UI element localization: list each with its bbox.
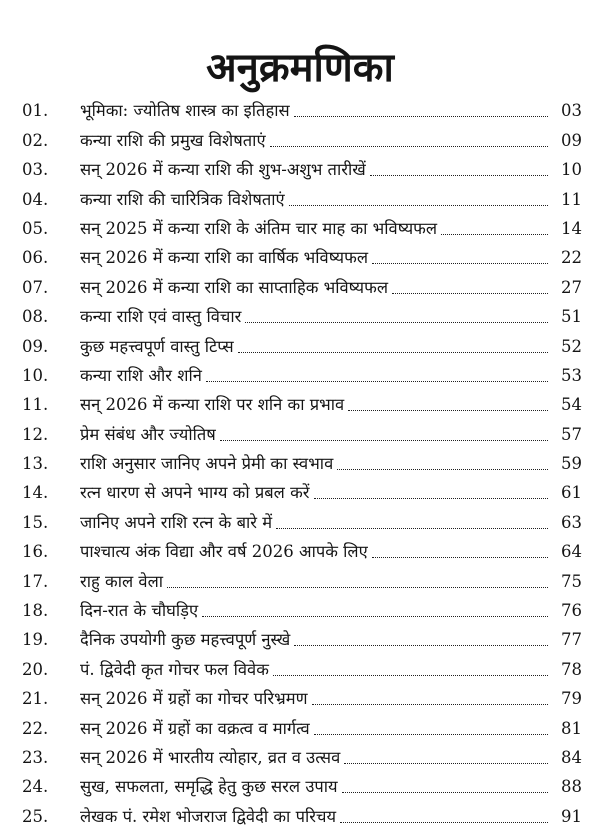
- toc-entry-page: 76: [561, 601, 582, 621]
- toc-entry-title: सन् 2026 में कन्या राशि का वार्षिक भविष्यफल: [80, 248, 369, 268]
- toc-entry: [22, 92, 582, 121]
- toc-entry: [22, 680, 582, 709]
- toc-entry: [22, 621, 582, 650]
- toc-entry-number: 24.: [22, 777, 49, 797]
- dot-leader: [294, 645, 548, 646]
- toc-entry-title: भूमिका: ज्योतिष शास्त्र का इतिहास: [80, 101, 290, 121]
- toc-entry-number: 03.: [22, 160, 49, 180]
- dot-leader: [289, 205, 548, 206]
- toc-entry-number: 13.: [22, 454, 49, 474]
- toc-entry: [22, 151, 582, 180]
- toc-entry-page: 77: [561, 630, 582, 650]
- toc-entry-title: कन्या राशि और शनि: [80, 365, 202, 385]
- dot-leader: [337, 469, 548, 470]
- toc-entry-number: 09.: [22, 336, 49, 356]
- toc-entry-number: 07.: [22, 277, 49, 297]
- toc-entry-title: सन् 2026 में कन्या राशि की शुभ-अशुभ तारीखें: [80, 160, 366, 180]
- dot-leader: [314, 734, 548, 735]
- toc-entry: [22, 327, 582, 356]
- toc-entry-number: 15.: [22, 512, 49, 532]
- toc-entry-number: 11.: [22, 395, 49, 415]
- toc-entry-title: राशि अनुसार जानिए अपने प्रेमी का स्वभाव: [80, 454, 334, 474]
- toc-entry: [22, 268, 582, 297]
- toc-entry-title: दैनिक उपयोगी कुछ महत्त्वपूर्ण नुस्खे: [80, 630, 291, 650]
- dot-leader: [312, 704, 548, 705]
- dot-leader: [372, 557, 548, 558]
- toc-entry-page: 64: [561, 542, 582, 562]
- toc-entry-page: 63: [561, 512, 582, 532]
- toc-entry: [22, 415, 582, 444]
- toc-entry-title: रत्न धारण से अपने भाग्य को प्रबल करें: [80, 483, 310, 503]
- dot-leader: [238, 352, 548, 353]
- toc-entry-page: 27: [561, 277, 582, 297]
- toc-entry-number: 01.: [22, 101, 49, 121]
- toc-entry: [22, 210, 582, 239]
- toc-entry: [22, 386, 582, 415]
- toc-entry-page: 88: [561, 777, 582, 797]
- dot-leader: [202, 616, 548, 617]
- toc-entry-page: 10: [561, 160, 582, 180]
- dot-leader: [273, 675, 548, 676]
- toc-entry-number: 22.: [22, 718, 49, 738]
- toc-entry: [22, 121, 582, 150]
- toc-entry: [22, 503, 582, 532]
- toc-entry-title: जानिए अपने राशि रत्न के बारे में: [80, 512, 273, 532]
- page-title: अनुक्रमणिका: [206, 44, 394, 91]
- toc-entry: [22, 445, 582, 474]
- toc-entry-page: 03: [561, 101, 582, 121]
- toc-entry: [22, 357, 582, 386]
- dot-leader: [370, 175, 548, 176]
- dot-leader: [340, 822, 548, 823]
- toc-entry: [22, 709, 582, 738]
- toc-entry: [22, 533, 582, 562]
- toc-entry-number: 19.: [22, 630, 49, 650]
- toc-entry-title: सन् 2026 में भारतीय त्योहार, व्रत व उत्सव: [80, 747, 341, 767]
- toc-entry: [22, 298, 582, 327]
- toc-entry-title: सुख, सफलता, समृद्धि हेतु कुछ सरल उपाय: [80, 777, 338, 797]
- toc-entry-number: 02.: [22, 130, 49, 150]
- dot-leader: [392, 293, 548, 294]
- toc-entry-page: 61: [561, 483, 582, 503]
- toc-entry-title: सन् 2026 में ग्रहों का वक्रत्व व मार्गत्व: [80, 718, 310, 738]
- dot-leader: [348, 410, 548, 411]
- toc-entry-number: 10.: [22, 365, 49, 385]
- toc-entry: [22, 474, 582, 503]
- toc-entry-page: 81: [561, 718, 582, 738]
- toc-list: [22, 92, 582, 827]
- dot-leader: [342, 792, 548, 793]
- toc-entry-number: 25.: [22, 806, 49, 826]
- toc-entry-number: 14.: [22, 483, 49, 503]
- toc-entry-page: 14: [561, 218, 582, 238]
- dot-leader: [294, 116, 548, 117]
- toc-entry-title: लेखक पं. रमेश भोजराज द्विवेदी का परिचय: [80, 806, 337, 826]
- dot-leader: [276, 528, 548, 529]
- toc-entry-number: 21.: [22, 689, 49, 709]
- toc-entry-number: 20.: [22, 659, 49, 679]
- toc-entry-page: 22: [561, 248, 582, 268]
- toc-entry-page: 54: [561, 395, 582, 415]
- toc-entry-title: कन्या राशि एवं वास्तु विचार: [80, 307, 242, 327]
- dot-leader: [167, 587, 548, 588]
- toc-entry-page: 78: [561, 659, 582, 679]
- toc-entry-title: राहु काल वेला: [80, 571, 164, 591]
- toc-entry-title: पाश्चात्य अंक विद्या और वर्ष 2026 आपके लिए: [80, 542, 368, 562]
- toc-entry-title: दिन-रात के चौघड़िए: [80, 601, 199, 621]
- toc-entry-page: 53: [561, 365, 582, 385]
- toc-entry-title: सन् 2026 में कन्या राशि पर शनि का प्रभाव: [80, 395, 345, 415]
- toc-entry-number: 23.: [22, 747, 49, 767]
- dot-leader: [344, 763, 548, 764]
- toc-entry: [22, 739, 582, 768]
- dot-leader: [206, 381, 548, 382]
- toc-entry-title: कुछ महत्त्वपूर्ण वास्तु टिप्स: [80, 336, 234, 356]
- toc-entry-page: 79: [561, 689, 582, 709]
- toc-entry-number: 17.: [22, 571, 49, 591]
- toc-entry: [22, 239, 582, 268]
- toc-entry-page: 59: [561, 454, 582, 474]
- toc-entry: [22, 650, 582, 679]
- toc-entry-page: 51: [561, 307, 582, 327]
- toc-entry-title: पं. द्विवेदी कृत गोचर फल विवेक: [80, 659, 269, 679]
- toc-entry-number: 12.: [22, 424, 49, 444]
- toc-entry-page: 57: [561, 424, 582, 444]
- dot-leader: [245, 322, 548, 323]
- toc-entry-page: 84: [561, 747, 582, 767]
- toc-entry-title: कन्या राशि की प्रमुख विशेषताएं: [80, 130, 266, 150]
- toc-entry-number: 16.: [22, 542, 49, 562]
- toc-entry-number: 06.: [22, 248, 49, 268]
- dot-leader: [314, 498, 548, 499]
- toc-entry: [22, 768, 582, 797]
- dot-leader: [372, 263, 548, 264]
- toc-entry: [22, 562, 582, 591]
- toc-entry-title: सन् 2026 में ग्रहों का गोचर परिभ्रमण: [80, 689, 308, 709]
- toc-entry-page: 91: [561, 806, 582, 826]
- toc-entry-page: 09: [561, 130, 582, 150]
- toc-entry-number: 08.: [22, 307, 49, 327]
- toc-entry-page: 52: [561, 336, 582, 356]
- toc-entry-number: 18.: [22, 601, 49, 621]
- toc-entry-title: सन् 2025 में कन्या राशि के अंतिम चार माह का भविष्यफल: [80, 218, 438, 238]
- toc-entry: [22, 592, 582, 621]
- toc-entry-title: प्रेम संबंध और ज्योतिष: [80, 424, 216, 444]
- dot-leader: [270, 146, 548, 147]
- toc-entry: [22, 797, 582, 826]
- dot-leader: [441, 234, 548, 235]
- toc-entry-page: 75: [561, 571, 582, 591]
- toc-entry-title: सन् 2026 में कन्या राशि का साप्ताहिक भविष्यफल: [80, 277, 389, 297]
- toc-entry-page: 11: [561, 189, 582, 209]
- toc-entry-number: 05.: [22, 218, 49, 238]
- toc-entry: [22, 180, 582, 209]
- toc-entry-number: 04.: [22, 189, 49, 209]
- toc-entry-title: कन्या राशि की चारित्रिक विशेषताएं: [80, 189, 285, 209]
- dot-leader: [220, 440, 548, 441]
